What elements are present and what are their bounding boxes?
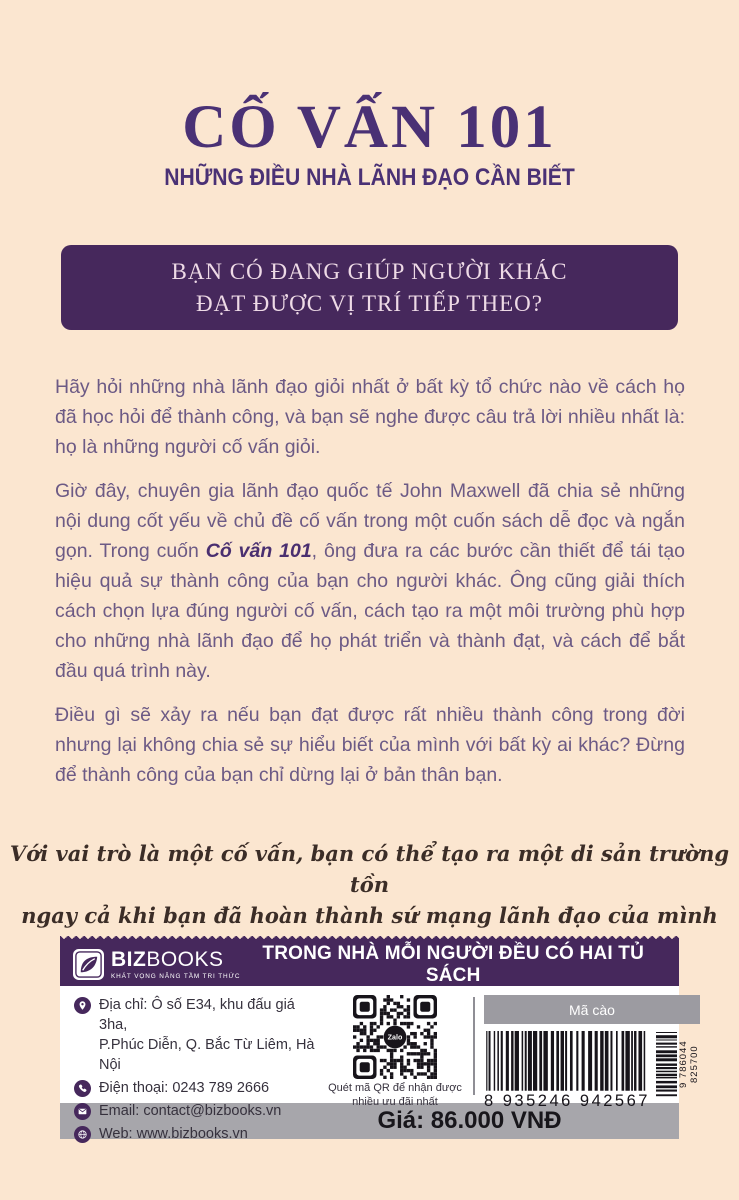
bizbooks-tagline: KHÁT VỌNG NÂNG TẦM TRI THỨC (111, 973, 241, 980)
contact-info (74, 995, 322, 1142)
address-line-1: Địa chỉ: Ô số E34, khu đấu giá 3ha, (99, 997, 295, 1033)
ean-barcode (484, 1031, 650, 1110)
book-subtitle: NHỮNG ĐIỀU NHÀ LÃNH ĐẠO CẦN BIẾT (164, 164, 575, 192)
paragraph-2-before: Giờ đây, chuyên gia lãnh đạo quốc tế John Maxwell đã chia sẻ những nội dung cốt yếu về chủ đề cố vấn trong một cuốn sách dễ đọc và ngắn gọn. Trong cuốn (55, 480, 685, 562)
contact-web-row (74, 1124, 322, 1144)
scratch-code-bar: Mã cào (484, 995, 700, 1024)
bizbooks-logo (73, 949, 240, 980)
bizbooks-logo-icon (73, 949, 104, 980)
qr-code (353, 995, 437, 1079)
bizbooks-brand: BIZBOOKS (111, 948, 224, 971)
question-banner (61, 245, 678, 330)
paragraph-2-after: , ông đưa ra các bước cần thiết để tái tạo hiệu quả sự thành công của bạn cho người khác. Ông cũng giải thích cách chọn lựa đúng người cố vấn, cách tạo ra một môi trường phù hợp cho những nhà lãnh đạo để họ phát triển và thành đạt, và cách để bắt đầu quá trình này. (55, 540, 686, 682)
barcode-area (484, 995, 700, 1110)
contact-phone-row (74, 1078, 322, 1098)
email-icon (74, 1103, 91, 1120)
location-icon (74, 997, 91, 1014)
svg-text:Zalo: Zalo (387, 1033, 403, 1042)
banner-line-2: ĐẠT ĐƯỢC VỊ TRÍ TIẾP THEO? (196, 290, 543, 316)
phone-text: Điện thoại: 0243 789 2666 (99, 1080, 270, 1096)
banner-line-1: BẠN CÓ ĐANG GIÚP NGƯỜI KHÁC (171, 258, 568, 284)
publisher-slogan: TRONG NHÀ MỖI NGƯỜI ĐỀU CÓ HAI TỦ SÁCH (262, 942, 645, 986)
book-title: CỐ VẤN 101 (182, 94, 557, 161)
paragraph-3: Điều gì sẽ xảy ra nếu bạn đạt được rất nhiều thành công trong đời nhưng lại không chia sẻ sự hiểu biết của mình với bất kỳ ai khác? Đừng để thành công của bạn chỉ dừng lại ở bản thân bạn. (55, 704, 685, 786)
zalo-qr-block (322, 995, 468, 1108)
publisher-card (60, 936, 700, 1142)
closing-quote (0, 838, 739, 931)
paragraph-1: Hãy hỏi những nhà lãnh đạo giỏi nhất ở bất kỳ tổ chức nào về cách họ đã học hỏi để thành công, và bạn sẽ nghe được câu trả lời nhiều nhất là: họ là những người cố vấn giỏi. (55, 376, 685, 458)
quote-line-2: ngay cả khi bạn đã hoàn thành sứ mạng lãnh đạo của mình (21, 903, 718, 928)
synopsis (55, 372, 685, 790)
quote-line-1: Với vai trò là một cố vấn, bạn có thể tạo ra một di sản trường tồn (9, 841, 730, 897)
email-text: Email: contact@bizbooks.vn (99, 1103, 282, 1119)
phone-icon (74, 1080, 91, 1097)
isbn-barcode (656, 1031, 700, 1097)
paragraph-2 (55, 476, 685, 686)
web-text: Web: www.bizbooks.vn (99, 1126, 248, 1142)
address-line-2: P.Phúc Diễn, Q. Bắc Từ Liêm, Hà Nội (99, 1037, 315, 1073)
contact-address-row (74, 995, 322, 1075)
contact-email-row (74, 1101, 322, 1121)
vertical-divider (473, 997, 475, 1095)
title-area (0, 94, 739, 192)
publisher-header (60, 943, 679, 986)
price-label: Giá: 86.000 VNĐ (377, 1107, 562, 1134)
ean-barcode-number: 8 935246 942567 (484, 1091, 650, 1110)
qr-caption: Quét mã QR để nhận được nhiều ưu đãi nhất (328, 1082, 462, 1108)
isbn-barcode-bars (656, 1031, 677, 1097)
isbn-barcode-number: 9 786044 825700 (677, 1040, 700, 1088)
inline-book-title: Cố vấn 101 (205, 540, 312, 562)
globe-icon (74, 1126, 91, 1143)
ean-barcode-bars (484, 1031, 650, 1091)
